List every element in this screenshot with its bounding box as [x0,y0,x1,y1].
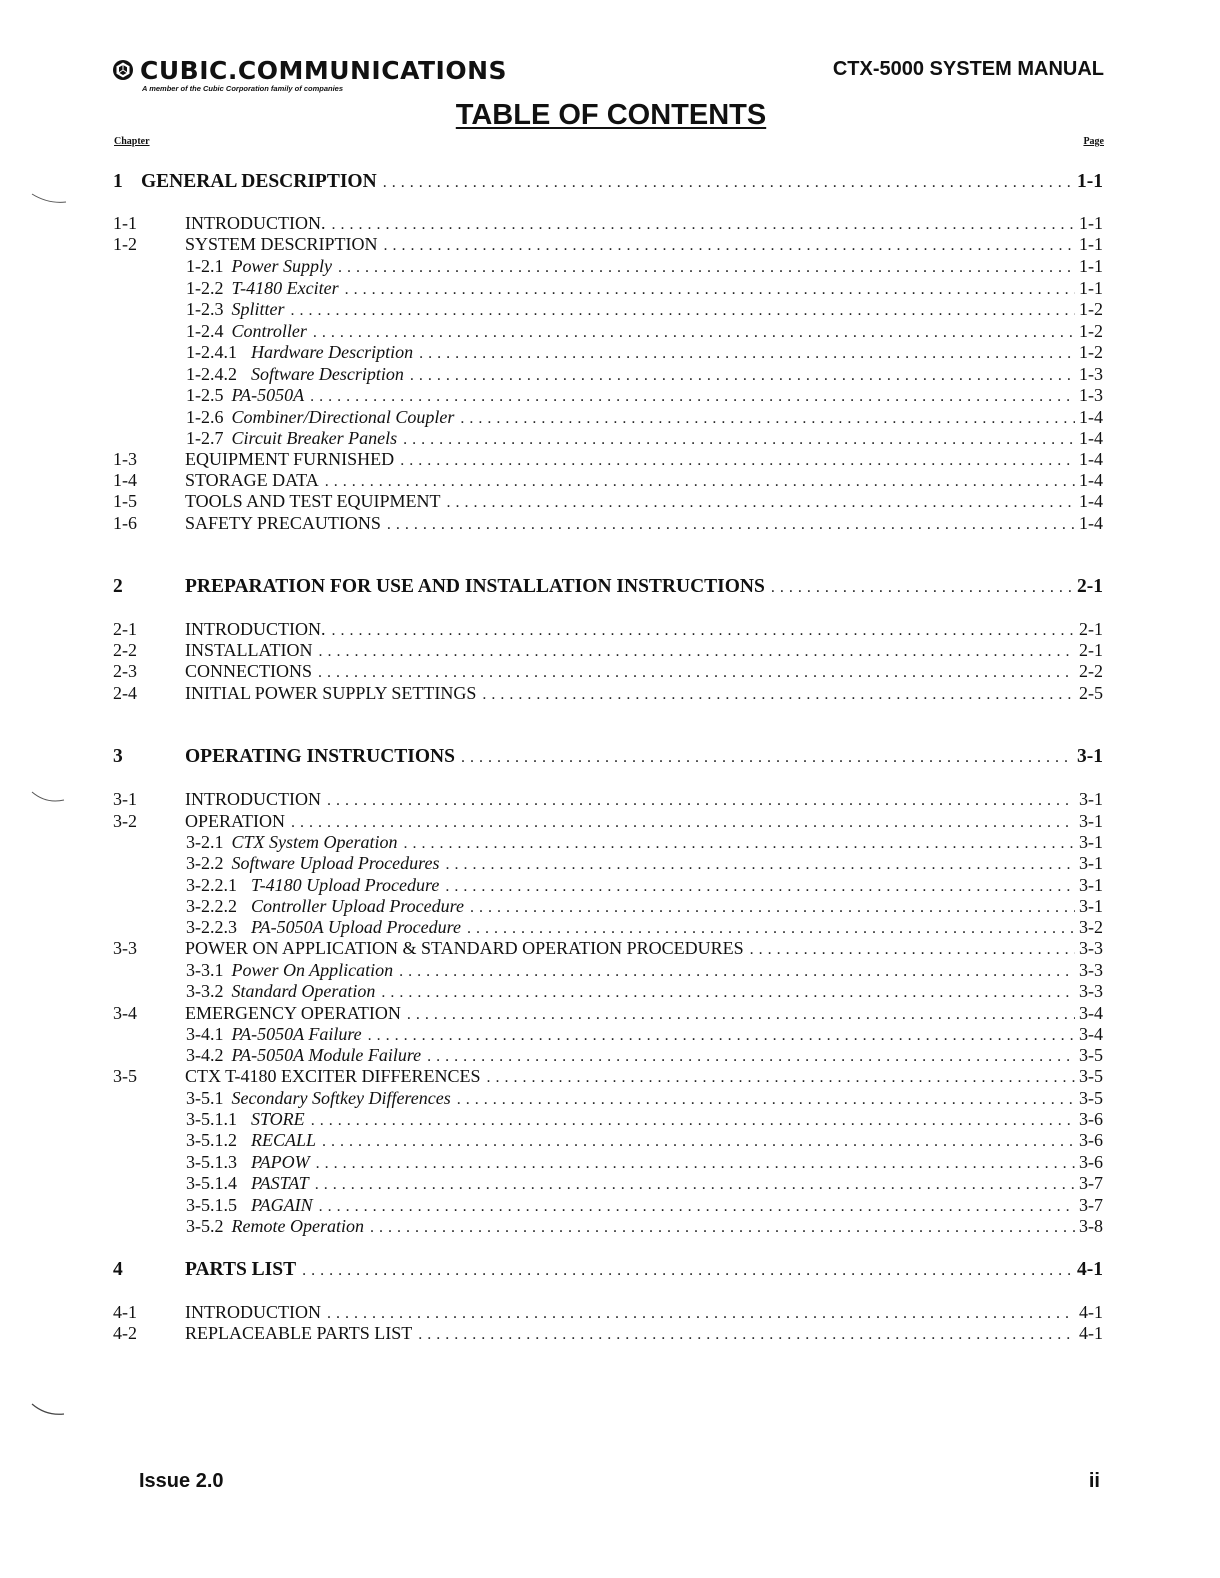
toc-entry-title[interactable]: Combiner/Directional Coupler [231,407,455,427]
toc-entry-title[interactable]: PA-5050A Upload Procedure [251,917,461,937]
toc-entry-title[interactable]: OPERATING INSTRUCTIONS [185,746,455,767]
dot-leader [457,1089,1075,1110]
toc-section-number: 3 [113,746,123,767]
page-number: ii [1088,1470,1100,1492]
toc-page-number: 3-1 [1079,875,1103,895]
toc-row [0,853,1220,874]
dot-leader [383,172,1073,193]
toc-row [0,513,1220,534]
toc-page-number: 1-4 [1079,470,1103,490]
dot-leader [461,747,1073,768]
dot-leader [310,386,1075,407]
toc-chapter-row [0,171,1220,192]
toc-section-number: 1-5 [113,491,137,511]
toc-section-number: 1 [113,171,123,192]
toc-subsection-number: 3-5.1.3 [186,1152,237,1172]
toc-page-number: 3-5 [1079,1066,1103,1086]
toc-section-number: 4 [113,1259,123,1280]
toc-section-number: 2-4 [113,683,137,703]
toc-entry-title[interactable]: TOOLS AND TEST EQUIPMENT [185,491,441,511]
toc-row [0,917,1220,938]
toc-subsection-number: 1-2.4.2 [186,364,237,384]
dot-leader [291,300,1076,321]
dot-leader [427,1046,1075,1067]
dot-leader [311,1110,1075,1131]
toc-section-number: 2-3 [113,661,137,681]
toc-entry-title[interactable]: Power On Application [231,960,394,980]
toc-entry-title[interactable]: INSTALLATION [185,640,313,660]
dot-leader [338,257,1075,278]
dot-leader [384,235,1075,256]
toc-row [0,385,1220,406]
dot-leader [419,343,1075,364]
toc-entry-title[interactable]: T-4180 Exciter [231,278,339,298]
toc-subsection-number: 3-4.2 [186,1045,224,1065]
toc-entry-title[interactable]: STORAGE DATA [185,470,319,490]
toc-subsection-number: 3-5.1.4 [186,1173,237,1193]
page-title: TABLE OF CONTENTS [455,99,767,131]
toc-row [0,342,1220,363]
chapter-column-heading: Chapter [114,136,150,147]
dot-leader [302,1260,1073,1281]
toc-subsection-number: 3-2.2 [186,853,224,873]
toc-subsection-number: 3-5.2 [186,1216,224,1236]
toc-entry-title[interactable]: Power Supply [231,256,332,276]
toc-page-number: 1-4 [1079,449,1103,469]
toc-page-number: 2-2 [1079,661,1103,681]
dot-leader [368,1025,1075,1046]
toc-row [0,1323,1220,1344]
toc-page-number: 2-1 [1079,619,1103,639]
dot-leader [460,408,1075,429]
toc-entry-title[interactable]: PREPARATION FOR USE AND INSTALLATION INSTRUCTIONS [185,576,765,597]
toc-row [0,896,1220,917]
toc-page-number: 1-1 [1079,256,1103,276]
scan-mark-icon [30,190,70,210]
toc-entry-title[interactable]: CTX T-4180 EXCITER DIFFERENCES [185,1066,481,1086]
dot-leader [399,961,1075,982]
toc-section-number: 3-1 [113,789,137,809]
toc-page-number: 1-4 [1079,491,1103,511]
dot-leader [313,322,1075,343]
toc-page-number: 1-4 [1079,407,1103,427]
dot-leader [315,1174,1075,1195]
toc-page-number: 4-1 [1079,1323,1103,1343]
dot-leader [410,365,1075,386]
dot-leader [418,1324,1075,1345]
toc-chapter-row [0,576,1220,597]
toc-entry-title[interactable]: INTRODUCTION [185,789,321,809]
toc-row [0,875,1220,896]
toc-page-number: 2-1 [1077,576,1103,597]
toc-row [0,256,1220,277]
logo-tagline: A member of the Cubic Corporation family of companies [142,84,343,93]
toc-section-number: 1-1 [113,213,137,233]
dot-leader [445,876,1075,897]
toc-page-number: 1-2 [1079,342,1103,362]
toc-row [0,1045,1220,1066]
toc-row [0,1152,1220,1173]
toc-page-number: 1-1 [1079,278,1103,298]
toc-section-number: 3-5 [113,1066,137,1086]
dot-leader [345,279,1075,300]
dot-leader [400,450,1075,471]
dot-leader [482,684,1075,705]
dot-leader [403,429,1075,450]
toc-section-number: 1-3 [113,449,137,469]
dot-leader [319,1196,1075,1217]
toc-row [0,1302,1220,1323]
toc-entry-title[interactable]: Circuit Breaker Panels [231,428,398,448]
toc-row [0,1024,1220,1045]
toc-entry-title[interactable]: PA-5050A [231,385,305,405]
toc-entry-title[interactable]: EMERGENCY OPERATION [185,1003,401,1023]
toc-row [0,299,1220,320]
toc-row [0,1173,1220,1194]
toc-subsection-number: 3-5.1.1 [186,1109,237,1129]
toc-entry-title[interactable]: REPLACEABLE PARTS LIST [185,1323,413,1343]
toc-subsection-number: 3-5.1.5 [186,1195,237,1215]
toc-chapter-row [0,746,1220,767]
toc-page-number: 4-1 [1077,1259,1103,1280]
toc-subsection-number: 1-2.1 [186,256,224,276]
toc-page-number: 3-4 [1079,1003,1103,1023]
toc-page-number: 1-1 [1079,213,1103,233]
toc-row [0,1216,1220,1237]
toc-section-number: 2 [113,576,123,597]
toc-subsection-number: 1-2.3 [186,299,224,319]
dot-leader [387,514,1075,535]
dot-leader [381,982,1075,1003]
toc-row [0,1109,1220,1130]
toc-page-number: 3-2 [1079,917,1103,937]
dot-leader [331,214,1075,235]
toc-entry-title[interactable]: CONNECTIONS [185,661,313,681]
toc-entry-title[interactable]: Standard Operation [231,981,376,1001]
toc-page-number: 4-1 [1079,1302,1103,1322]
dot-leader [322,1131,1075,1152]
toc-row [0,811,1220,832]
toc-row [0,321,1220,342]
toc-entry-title[interactable]: PASTAT [251,1173,309,1193]
toc-subsection-number: 1-2.5 [186,385,224,405]
toc-page-number: 3-3 [1079,960,1103,980]
toc-chapter-row [0,1259,1220,1280]
toc-page-number: 3-6 [1079,1109,1103,1129]
dot-leader [316,1153,1075,1174]
toc-entry-title[interactable]: INITIAL POWER SUPPLY SETTINGS [185,683,477,703]
toc-row [0,234,1220,255]
toc-page-number: 1-1 [1079,234,1103,254]
logo-company-name: CUBIC.COMMUNICATIONS [140,56,508,85]
dot-leader [318,662,1075,683]
toc-page-number: 1-1 [1077,171,1103,192]
toc-entry-title[interactable]: OPERATION [185,811,286,831]
toc-page-number: 3-7 [1079,1173,1103,1193]
toc-subsection-number: 3-2.2.2 [186,896,237,916]
toc-entry-title[interactable]: INTRODUCTION. [185,619,326,639]
toc-page-number: 3-1 [1079,853,1103,873]
dot-leader [370,1217,1075,1238]
toc-page-number: 3-1 [1077,746,1103,767]
toc-section-number: 3-3 [113,938,137,958]
toc-section-number: 2-1 [113,619,137,639]
toc-entry-title[interactable]: Controller [231,321,307,341]
toc-row [0,1003,1220,1024]
toc-entry-title[interactable]: INTRODUCTION. [185,213,326,233]
manual-title: CTX-5000 SYSTEM MANUAL [832,58,1104,80]
toc-row [0,491,1220,512]
toc-subsection-number: 1-2.6 [186,407,224,427]
toc-section-number: 4-2 [113,1323,137,1343]
toc-subsection-number: 1-2.4.1 [186,342,237,362]
toc-entry-title[interactable]: Remote Operation [231,1216,364,1236]
issue-number: Issue 2.0 [139,1470,224,1492]
toc-row [0,619,1220,640]
toc-entry-title[interactable]: Hardware Description [251,342,414,362]
toc-page-number: 3-3 [1079,981,1103,1001]
dot-leader [750,939,1075,960]
toc-row [0,981,1220,1002]
toc-entry-title[interactable]: T-4180 Upload Procedure [251,875,440,895]
toc-row [0,1066,1220,1087]
toc-entry-title[interactable]: RECALL [251,1130,317,1150]
toc-entry-title[interactable]: INTRODUCTION [185,1302,321,1322]
toc-page-number: 3-3 [1079,938,1103,958]
toc-row [0,640,1220,661]
toc-page-number: 1-3 [1079,385,1103,405]
toc-page-number: 3-5 [1079,1088,1103,1108]
toc-page-number: 2-1 [1079,640,1103,660]
toc-subsection-number: 3-5.1 [186,1088,224,1108]
toc-entry-title[interactable]: PAPOW [251,1152,310,1172]
toc-row [0,470,1220,491]
dot-leader [325,471,1075,492]
toc-page-number: 3-1 [1079,896,1103,916]
toc-row [0,364,1220,385]
toc-subsection-number: 3-3.2 [186,981,224,1001]
dot-leader [319,641,1075,662]
toc-entry-title[interactable]: STORE [251,1109,305,1129]
toc-section-number: 3-4 [113,1003,137,1023]
toc-subsection-number: 1-2.2 [186,278,224,298]
toc-page-number: 1-4 [1079,513,1103,533]
toc-entry-title[interactable]: Software Description [251,364,404,384]
dot-leader [445,854,1075,875]
toc-entry-title[interactable]: PARTS LIST [185,1259,297,1280]
toc-subsection-number: 3-2.2.3 [186,917,237,937]
toc-row [0,407,1220,428]
toc-row [0,960,1220,981]
toc-row [0,278,1220,299]
toc-page-number: 3-1 [1079,789,1103,809]
toc-subsection-number: 3-2.1 [186,832,224,852]
cubic-logo-icon [112,59,134,81]
dot-leader [407,1004,1075,1025]
toc-page-number: 3-8 [1079,1216,1103,1236]
toc-subsection-number: 3-4.1 [186,1024,224,1044]
dot-leader [487,1067,1075,1088]
toc-page-number: 1-2 [1079,321,1103,341]
toc-section-number: 1-4 [113,470,137,490]
toc-section-number: 2-2 [113,640,137,660]
dot-leader [331,620,1075,641]
toc-entry-title[interactable]: SYSTEM DESCRIPTION [185,234,378,254]
toc-row [0,1130,1220,1151]
toc-section-number: 4-1 [113,1302,137,1322]
dot-leader [467,918,1075,939]
toc-subsection-number: 1-2.7 [186,428,224,448]
toc-page-number: 1-2 [1079,299,1103,319]
toc-entry-title[interactable]: Secondary Softkey Differences [231,1088,451,1108]
toc-page-number: 3-1 [1079,811,1103,831]
toc-section-number: 3-2 [113,811,137,831]
dot-leader [291,812,1075,833]
toc-entry-title[interactable]: GENERAL DESCRIPTION [141,171,377,192]
toc-entry-title[interactable]: EQUIPMENT FURNISHED [185,449,395,469]
toc-page-number: 3-5 [1079,1045,1103,1065]
toc-row [0,661,1220,682]
toc-entry-title[interactable]: PA-5050A Failure [231,1024,362,1044]
dot-leader [470,897,1075,918]
toc-entry-title[interactable]: Splitter [231,299,285,319]
toc-entry-title[interactable]: PA-5050A Module Failure [231,1045,422,1065]
toc-page-number: 2-5 [1079,683,1103,703]
toc-row [0,1088,1220,1109]
toc-page-number: 3-4 [1079,1024,1103,1044]
toc-entry-title[interactable]: Controller Upload Procedure [251,896,464,916]
toc-row [0,832,1220,853]
toc-entry-title[interactable]: SAFETY PRECAUTIONS [185,513,381,533]
toc-page-number: 3-6 [1079,1130,1103,1150]
toc-subsection-number: 3-3.1 [186,960,224,980]
toc-entry-title[interactable]: POWER ON APPLICATION & STANDARD OPERATION PROCEDURES [185,938,744,958]
toc-section-number: 1-6 [113,513,137,533]
toc-page-number: 3-7 [1079,1195,1103,1215]
dot-leader [327,790,1075,811]
toc-row [0,449,1220,470]
toc-row [0,1195,1220,1216]
dot-leader [327,1303,1075,1324]
toc-section-number: 1-2 [113,234,137,254]
toc-row [0,213,1220,234]
toc-row [0,938,1220,959]
toc-page-number: 1-3 [1079,364,1103,384]
toc-row [0,428,1220,449]
dot-leader [771,577,1073,598]
toc-row [0,789,1220,810]
toc-row [0,683,1220,704]
toc-page-number: 3-1 [1079,832,1103,852]
dot-leader [447,492,1075,513]
scan-mark-icon [30,790,70,810]
page-column-heading: Page [1083,136,1104,147]
dot-leader [404,833,1076,854]
toc-entry-title[interactable]: PAGAIN [251,1195,313,1215]
toc-subsection-number: 3-2.2.1 [186,875,237,895]
toc-page-number: 1-4 [1079,428,1103,448]
scan-mark-icon [30,1402,70,1422]
toc-entry-title[interactable]: CTX System Operation [231,832,398,852]
toc-subsection-number: 3-5.1.2 [186,1130,237,1150]
toc-entry-title[interactable]: Software Upload Procedures [231,853,440,873]
toc-page-number: 3-6 [1079,1152,1103,1172]
toc-subsection-number: 1-2.4 [186,321,224,341]
